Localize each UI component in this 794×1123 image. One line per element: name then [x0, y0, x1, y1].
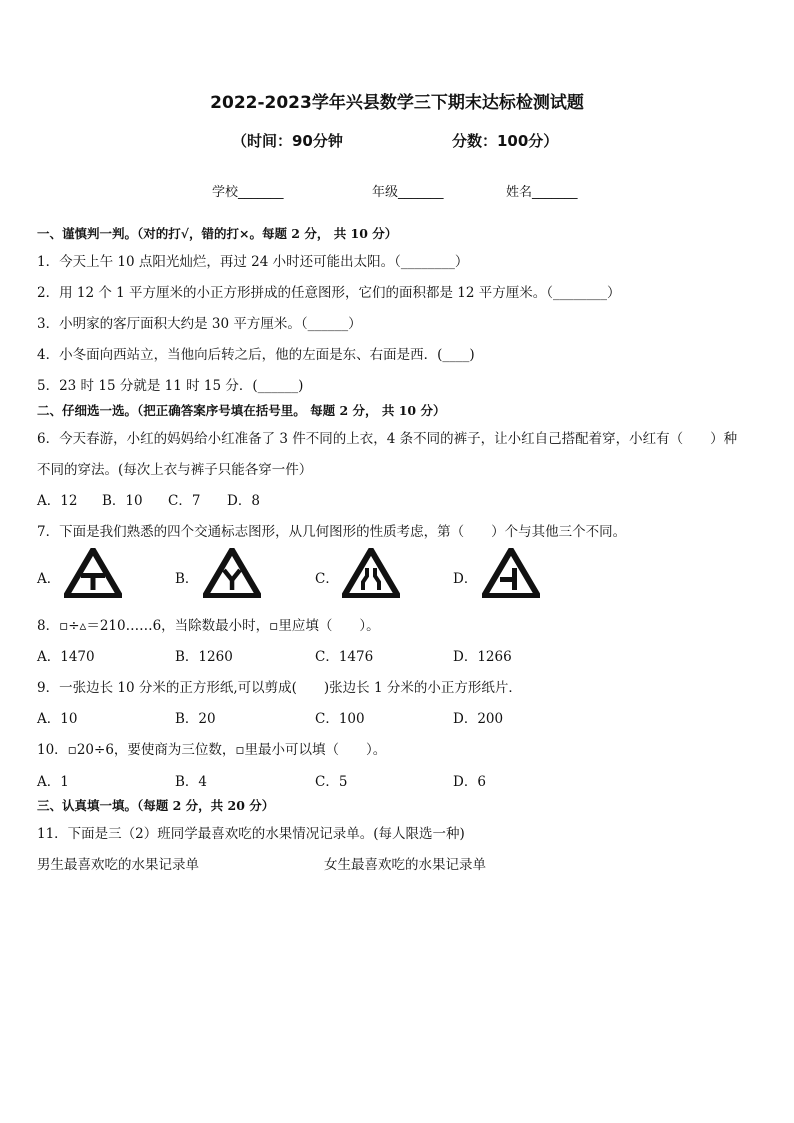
q8-option-d: D．1266: [453, 649, 512, 665]
q10-option-d: D．6: [453, 774, 486, 790]
q10-option-a: A．1: [37, 774, 69, 790]
q9-option-c: C．100: [315, 711, 365, 727]
section-1-heading: 一、谨慎判一判。（对的打√，错的打×。每题 2 分， 共 10 分）: [37, 226, 398, 241]
q7-option-c: C．: [315, 571, 339, 587]
question-9: 9．一张边长 10 分米的正方形纸,可以剪成( )张边长 1 分米的小正方形纸片．: [37, 680, 522, 696]
grade-field: 年级_______: [372, 185, 444, 200]
traffic-sign-road-narrows-icon: [342, 548, 400, 598]
name-field: 姓名_______: [506, 185, 578, 200]
q10-option-c: C．5: [315, 774, 348, 790]
exam-score: 分数：100分）: [452, 132, 559, 150]
traffic-sign-t-junction-icon: [64, 548, 122, 598]
section-3-heading: 三、认真填一填。（每题 2 分，共 20 分）: [37, 798, 275, 813]
question-2: 2．用 12 个 1 平方厘米的小正方形拼成的任意图形，它们的面积都是 12 平方厘米。（________）: [37, 285, 621, 301]
question-5: 5．23 时 15 分就是 11 时 15 分．(______): [37, 378, 304, 394]
question-11: 11．下面是三（2）班同学最喜欢吃的水果情况记录单。(每人限选一种): [37, 826, 465, 842]
q7-option-d: D．: [453, 571, 478, 587]
q9-option-a: A．10: [37, 711, 78, 727]
boys-fruit-record-label: 男生最喜欢吃的水果记录单: [37, 857, 199, 873]
traffic-sign-y-junction-icon: [203, 548, 261, 598]
q8-option-a: A．1470: [37, 649, 95, 665]
school-field: 学校_______: [212, 185, 284, 200]
q6-option-a: A．12: [37, 493, 78, 509]
question-10: 10．▫20÷6，要使商为三位数，▫里最小可以填（ ）。: [37, 742, 387, 758]
q6-option-c: C．7: [168, 493, 201, 509]
question-7: 7．下面是我们熟悉的四个交通标志图形，从几何图形的性质考虑，第（ ）个与其他三个不同。: [37, 524, 627, 540]
q6-option-b: B．10: [102, 493, 143, 509]
q9-option-d: D．200: [453, 711, 504, 727]
q7-option-b: B．: [175, 571, 199, 587]
section-2-heading: 二、仔细选一选。（把正确答案序号填在括号里。 每题 2 分， 共 10 分）: [37, 403, 446, 418]
page-title: 2022-2023学年兴县数学三下期末达标检测试题: [210, 93, 584, 113]
question-6-line-1: 6．今天春游，小红的妈妈给小红准备了 3 件不同的上衣，4 条不同的裤子，让小红自己搭配着穿，小红有（ ）种: [37, 431, 738, 447]
girls-fruit-record-label: 女生最喜欢吃的水果记录单: [324, 857, 486, 873]
question-4: 4．小冬面向西站立，当他向后转之后，他的左面是东、右面是西．(____): [37, 347, 475, 363]
q8-option-b: B．1260: [175, 649, 233, 665]
q6-option-d: D．8: [227, 493, 260, 509]
q8-option-c: C．1476: [315, 649, 374, 665]
question-3: 3．小明家的客厅面积大约是 30 平方厘米。（______）: [37, 316, 362, 332]
traffic-sign-side-road-icon: [482, 548, 540, 598]
exam-time: （时间：90分钟: [232, 132, 343, 150]
question-1: 1．今天上午 10 点阳光灿烂，再过 24 小时还可能出太阳。（________）: [37, 254, 469, 270]
question-6-line-2: 不同的穿法。(每次上衣与裤子只能各穿一件）: [37, 462, 313, 478]
q7-option-a: A．: [37, 571, 61, 587]
question-8: 8．▫÷▵＝210……6，当除数最小时，▫里应填（ ）。: [37, 618, 380, 634]
q9-option-b: B．20: [175, 711, 216, 727]
q10-option-b: B．4: [175, 774, 208, 790]
